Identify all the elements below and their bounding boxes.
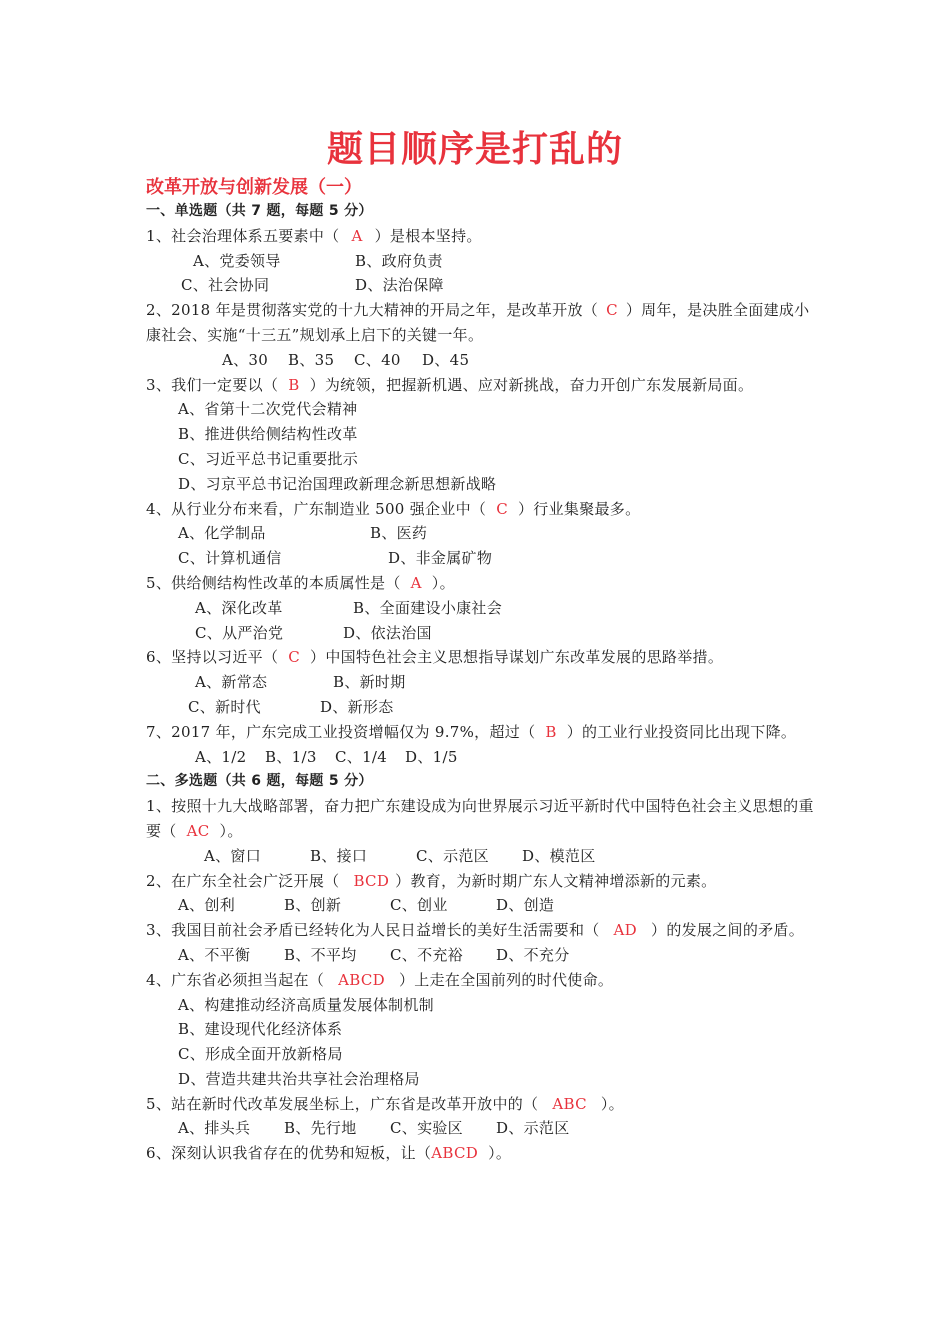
answer-mark: BCD	[353, 871, 390, 890]
option: B、先行地	[284, 1119, 357, 1138]
option: B、35	[288, 350, 335, 369]
option: D、习京平总书记治国理政新理念新思想新战略	[178, 474, 497, 493]
option: C、习近平总书记重要批示	[178, 449, 359, 468]
option: C、创业	[390, 896, 448, 915]
option: D、示范区	[496, 1119, 570, 1138]
option: C、从严治党	[195, 623, 284, 642]
question-stem-end: ）。	[488, 1144, 512, 1163]
answer-mark: ABC	[552, 1094, 587, 1113]
question-stem: 5、站在新时代改革发展坐标上，广东省是改革开放中的（	[146, 1094, 539, 1113]
option: A、化学制品	[178, 524, 266, 543]
option: B、推进供给侧结构性改革	[178, 425, 358, 444]
option: D、法治保障	[355, 276, 444, 295]
option: B、不平均	[284, 945, 357, 964]
question-stem-end: ）中国特色社会主义思想指导谋划广东改革发展的思路举措。	[310, 648, 724, 667]
option: B、接口	[310, 846, 368, 865]
option: C、示范区	[416, 846, 489, 865]
option: A、1/2	[195, 747, 247, 766]
option: A、省第十二次党代会精神	[178, 400, 358, 419]
question-6	[146, 645, 816, 670]
question-stem: 2、在广东全社会广泛开展（	[146, 871, 340, 890]
option: B、全面建设小康社会	[353, 598, 503, 617]
option: B、政府负责	[355, 251, 443, 270]
question-3	[146, 373, 816, 398]
option: D、模范区	[522, 846, 596, 865]
option: C、形成全面开放新格局	[178, 1045, 343, 1064]
answer-mark: A	[410, 573, 422, 592]
answer-mark: B	[545, 722, 557, 741]
question-stem: 1、按照十九大战略部署，奋力把广东建设成为向世界展示习近平新时代中国特色社会主义思想的重要（	[146, 797, 814, 840]
question-stem-end: ）。	[219, 821, 243, 840]
option-row	[146, 546, 816, 571]
option: D、非金属矿物	[388, 549, 493, 568]
question-stem: 3、我们一定要以（	[146, 375, 279, 394]
question-stem-end: ）行业集聚最多。	[518, 499, 641, 518]
question-stem-end: ）是根本坚持。	[374, 226, 482, 245]
option: A、深化改革	[195, 598, 283, 617]
option-row	[146, 1067, 816, 1092]
option: B、新时期	[333, 673, 406, 692]
option: A、窗口	[204, 846, 262, 865]
question-m2	[146, 869, 816, 894]
option: A、不平衡	[178, 945, 251, 964]
question-stem: 6、深刻认识我省存在的优势和短板，让（	[146, 1144, 432, 1163]
answer-mark: ABCD	[431, 1144, 479, 1163]
option-row	[146, 472, 816, 497]
question-4	[146, 497, 816, 522]
option: D、依法治国	[343, 623, 432, 642]
page-title: 题目顺序是打乱的	[326, 129, 623, 170]
option: B、医药	[370, 524, 428, 543]
question-stem-end: ）周年，是决胜全面建成小康社会、实施“十三五”规划承上启下的关键一年。	[146, 301, 810, 344]
option: C、不充裕	[390, 945, 463, 964]
option-row	[146, 596, 816, 621]
question-m3	[146, 918, 816, 943]
option-row	[146, 621, 816, 646]
question-stem-end: ）的工业行业投资同比出现下降。	[566, 722, 797, 741]
option-row	[146, 521, 816, 546]
option: C、1/4	[335, 747, 388, 766]
question-stem-end: ）。	[431, 573, 455, 592]
question-2	[146, 298, 816, 348]
option: A、党委领导	[193, 251, 281, 270]
answer-mark: AD	[613, 921, 638, 940]
section-heading-multiple-choice: 二、多选题（共 6 题，每题 5 分）	[146, 773, 373, 790]
option: B、建设现代化经济体系	[178, 1020, 343, 1039]
question-m6	[146, 1141, 816, 1166]
question-1	[146, 224, 816, 249]
question-m4	[146, 968, 816, 993]
question-stem-end: ）。	[600, 1094, 624, 1113]
answer-mark: C	[496, 499, 508, 518]
question-stem: 5、供给侧结构性改革的本质属性是（	[146, 573, 401, 592]
question-stem-end: ）上走在全国前列的时代使命。	[399, 970, 614, 989]
option: C、新时代	[188, 697, 261, 716]
question-stem: 4、从行业分布来看，广东制造业 500 强企业中（	[146, 499, 487, 518]
option-row	[146, 695, 816, 720]
option-row	[146, 1116, 816, 1141]
option: C、社会协同	[181, 276, 270, 295]
answer-mark: ABCD	[338, 970, 385, 989]
answer-mark: AC	[186, 821, 210, 840]
question-m5	[146, 1092, 816, 1117]
option-row	[146, 993, 816, 1018]
question-stem: 2、2018 年是贯彻落实党的十九大精神的开局之年，是改革开放（	[146, 301, 599, 320]
question-stem: 4、广东省必须担当起在（	[146, 970, 325, 989]
option-row	[146, 745, 816, 770]
option-row	[146, 273, 816, 298]
option-row	[146, 348, 816, 373]
option: C、40	[354, 350, 401, 369]
option: B、1/3	[265, 747, 317, 766]
question-5	[146, 571, 816, 596]
option: D、45	[422, 350, 470, 369]
option: D、新形态	[320, 697, 394, 716]
option: C、实验区	[390, 1119, 463, 1138]
option: A、排头兵	[178, 1119, 251, 1138]
option-row	[146, 943, 816, 968]
section-heading-single-choice: 一、单选题（共 7 题，每题 5 分）	[146, 203, 373, 219]
question-stem: 6、坚持以习近平（	[146, 648, 279, 667]
option: D、创造	[496, 896, 555, 915]
answer-mark: B	[288, 375, 300, 394]
question-stem: 1、社会治理体系五要素中（	[146, 226, 340, 245]
option: B、创新	[284, 896, 342, 915]
option-row	[146, 1042, 816, 1067]
answer-mark: C	[606, 301, 618, 320]
option: D、不充分	[496, 945, 570, 964]
option: A、创利	[178, 896, 236, 915]
question-m1	[146, 794, 816, 844]
option-row	[146, 397, 816, 422]
option: A、构建推动经济高质量发展体制机制	[178, 995, 434, 1014]
option-row	[146, 447, 816, 472]
option-row	[146, 249, 816, 274]
document-subtitle: 改革开放与创新发展（一）	[146, 177, 362, 198]
option-row	[146, 422, 816, 447]
question-stem-end: ）为统领，把握新机遇、应对新挑战，奋力开创广东发展新局面。	[309, 375, 754, 394]
option-row	[146, 1017, 816, 1042]
option: C、计算机通信	[178, 549, 282, 568]
option: A、新常态	[195, 673, 268, 692]
question-stem: 3、我国目前社会矛盾已经转化为人民日益增长的美好生活需要和（	[146, 921, 600, 940]
option: D、营造共建共治共享社会治理格局	[178, 1069, 420, 1088]
question-content	[146, 199, 816, 1166]
option: A、30	[222, 350, 269, 369]
answer-mark: A	[351, 226, 363, 245]
option-row	[146, 893, 816, 918]
answer-mark: C	[288, 648, 301, 667]
option: D、1/5	[405, 747, 458, 766]
question-stem: 7、2017 年，广东完成工业投资增幅仅为 9.7%，超过（	[146, 722, 536, 741]
question-stem-end: ）教育，为新时期广东人文精神增添新的元素。	[395, 871, 717, 890]
question-stem-end: ）的发展之间的矛盾。	[651, 921, 805, 940]
option-row	[146, 670, 816, 695]
option-row	[146, 844, 816, 869]
question-7	[146, 720, 816, 745]
